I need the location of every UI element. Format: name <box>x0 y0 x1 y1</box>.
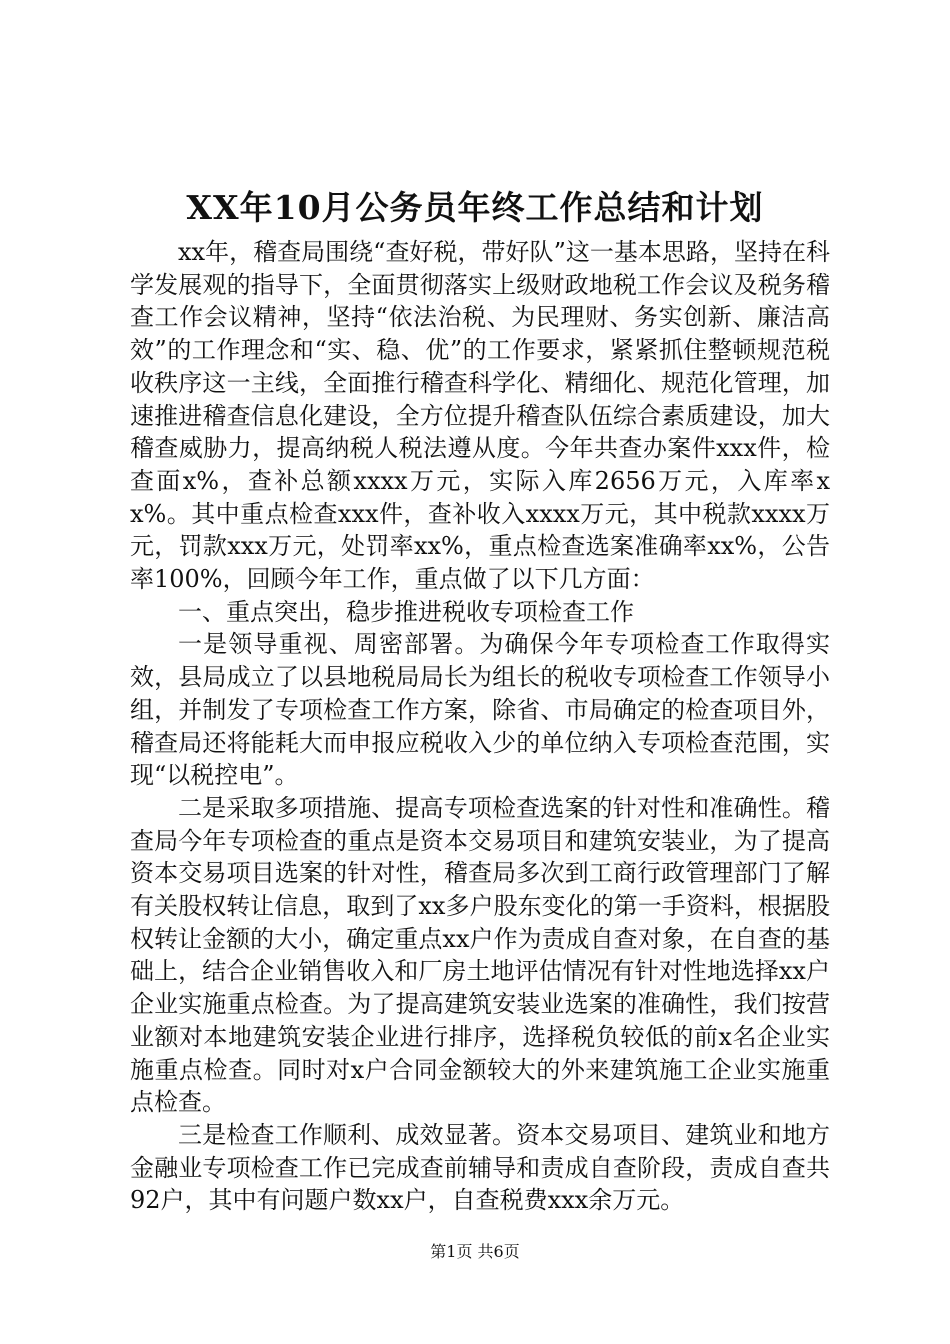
paragraph-point-2: 二是采取多项措施、提高专项检查选案的针对性和准确性。稽查局今年专项检查的重点是资本交易项目和建筑安装业，为了提高资本交易项目选案的针对性，稽查局多次到工商行政管理部门了解有关股权转让信息，取到了xx多户股东变化的第一手资料，根据股权转让金额的大小，确定重点xx户作为责成自查对象，在自查的基础上，结合企业销售收入和厂房土地评估情况有针对性地选择xx户企业实施重点检查。为了提高建筑安装业选案的准确性，我们按营业额对本地建筑安装企业进行排序，选择税负较低的前x名企业实施重点检查。同时对x户合同金额较大的外来建筑施工企业实施重点检查。 <box>130 793 830 1117</box>
document-body <box>130 236 830 1217</box>
document-title: XX年10月公务员年终工作总结和计划 <box>186 188 764 227</box>
page-indicator: 第1页 共6页 <box>430 1242 520 1261</box>
section-heading: 一、重点突出，稳步推进税收专项检查工作 <box>178 597 634 626</box>
paragraph-point-1: 一是领导重视、周密部署。为确保今年专项检查工作取得实效，县局成立了以县地税局局长为组长的税收专项检查工作领导小组，并制发了专项检查工作方案，除省、市局确定的检查项目外，稽查局还将能耗大而申报应税收入少的单位纳入专项检查范围，实现“以税控电”。 <box>130 630 830 790</box>
paragraph-point-3: 三是检查工作顺利、成效显著。资本交易项目、建筑业和地方金融业专项检查工作已完成查前辅导和责成自查阶段，责成自查共92户，其中有问题户数xx户，自查税费xxx余万元。 <box>130 1120 830 1215</box>
paragraph-intro: xx年，稽查局围绕“查好税，带好队”这一基本思路，坚持在科学发展观的指导下，全面贯彻落实上级财政地税工作会议及税务稽查工作会议精神，坚持“依法治税、为民理财、务实创新、廉洁高效”的工作理念和“实、稳、优”的工作要求，紧紧抓住整顿规范税收秩序这一主线，全面推行稽查科学化、精细化、规范化管理，加速推进稽查信息化建设，全方位提升稽查队伍综合素质建设，加大稽查威胁力，提高纳税人税法遵从度。今年共查办案件xxx件，检查面x%，查补总额xxxx万元，实际入库2656万元，入库率xx%。其中重点检查xxx件，查补收入xxxx万元，其中税款xxxx万元，罚款xxx万元，处罚率xx%，重点检查选案准确率xx%，公告率100%，回顾今年工作，重点做了以下几方面： <box>130 238 830 594</box>
